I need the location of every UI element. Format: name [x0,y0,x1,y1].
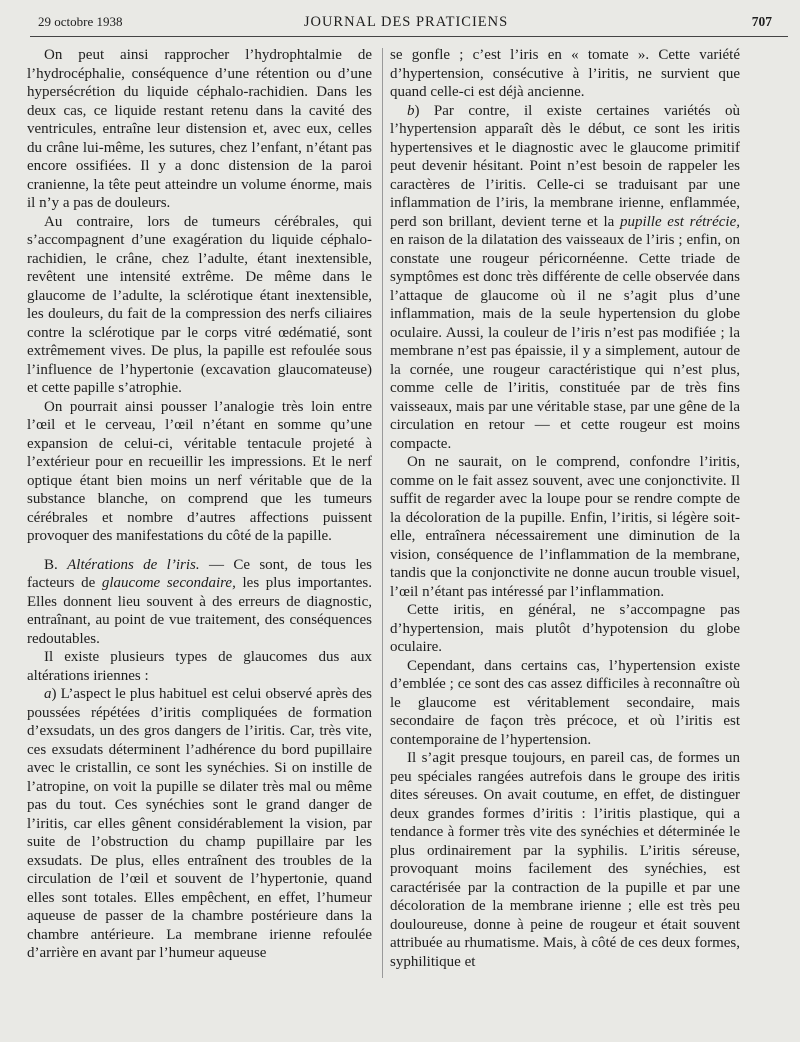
italic-term: pupille est rétrécie, [619,213,741,230]
header-date: 29 octobre 1938 [38,14,123,29]
section-heading: Altérations de l’iris. [67,556,200,573]
left-column [27,46,372,963]
journal-title: JOURNAL DES PRATICIENS [303,14,509,30]
paragraph: On ne saurait, on le comprend, confondre l’iritis, comme on le fait assez souvent, avec une conjonctivite. Il suffit de regarder avec la loupe pour se rendre compte de la décoloration de la pupille. Enfin, l’iritis, si légère soit-elle, entraînera nécessairement une diminution de la vision, conséquence de l’inflammation de la membrane, tandis que la conjonctivite ne donne aucun trouble visuel, l’œil n’étant pas intéressé par l’inflammation. [390,454,740,600]
text-run: les plus importantes. Elles donnent lieu souvent à des erreurs de diagnostic, entraînant, au point de vue traitement, des conséquences redoutables. [27,575,372,647]
running-header [34,14,778,36]
paragraph: On peut ainsi rapprocher l’hydrophtalmie de l’hydrocéphalie, conséquence d’une rétention ou d’une hypersécrétion du liquide céphalo-rachidien. Dans les deux cas, ce liquide restant retenu dans la cavité des ventricules, entraîne leur distension et, avec eux, celles du crâne lui-même, les sutures, chez l’enfant, n’étant pas encore ossifiées. Il y a donc distension de la paroi cranienne, la tête peut atteindre un volume énorme, mais il n’y a pas de douleurs. [27,47,372,211]
paragraph: On pourrait ainsi pousser l’analogie très loin entre l’œil et le cerveau, l’œil n’étant en somme qu’une expansion de celui-ci, véritable tentacule projeté à l’extérieur pour en recueillir les impressions. Et le nerf optique étant bien moins un nerf véritable que de la substance blanche, on comprend que les tumeurs cérébrales et nombre d’autres affections puissent provoquer des manifestations du côté de la papille. [27,398,372,544]
section-paragraph [27,556,372,649]
section-label: B. [44,556,68,573]
list-marker: a [44,686,52,702]
list-marker: b [407,102,415,119]
paragraph: Au contraire, lors de tumeurs cérébrales, qui s’accompagnent d’une exagération du liquide céphalo-rachidien, le crâne, chez l’adulte, étant inextensible, revêtent une intensité extrême. De même dans le glaucome de l’adulte, la sclérotique étant inextensible, les douleurs, du fait de la compression des nerfs ciliaires contre la sclérotique par le corps vitré œdématié, sont extrêmement vives. De plus, la papille est refoulée sous l’influence de l’hypertonie (excavation glaucomateuse) et cette papille s’atrophie. [27,213,372,396]
page-number: 707 [751,14,772,29]
paragraph-continued: se gonfle ; c’est l’iris en « tomate ». Cette variété d’hypertension, consécutive à l’iritis, ne survient que quand celle-ci est déjà ancienne. [390,47,740,100]
right-column [390,46,740,971]
paragraph: Il existe plusieurs types de glaucomes dus aux altérations iriennes : [27,649,372,684]
text-run: ) L’aspect le plus habituel est celui observé après des poussées répétées d’iritis compliquées de formation d’exsudats, un des gros dangers de l’iritis. Car, très vite, ces exsudats déterminent l’adhérence du bord pupillaire avec le cristallin, ce sont les synéchies. Si on instille de l’atropine, on voit la pupille se dilater très mal ou même pas du tout. Ces synéchies sont le grand danger de l’iritis, car elles gênent considérablement la vision, par suite de l’obstruction du champ pupillaire par les exsudats. De plus, elles entraînent des troubles de la circulation de l’œil et souvent de l’hypertonie, quand elles sont totales. Elles empêchent, en effet, l’humeur aqueuse de passer de la chambre postérieure dans la chambre antérieure. La membrane irienne refoulée d’arrière en avant par l’humeur aqueuse [27,686,372,961]
italic-term: glaucome secondaire, [101,575,236,591]
text-run: — Ce sont, de tous les facteurs de [27,556,372,591]
paragraph: Il s’agit presque toujours, en pareil cas, de formes un peu spéciales rangées autrefois dans le groupe des iritis dites séreuses. On avait coutume, en effet, de distinguer deux grandes formes d’iritis : l’iritis plastique, qui a tendance à former très vite des synéchies et déterminée le plus ordinairement par la syphilis. L’iritis séreuse, provoquant moins facilement des synéchies, est caractérisée par la contraction de la pupille et par une décoloration de la membrane irienne ; elle est très peu douloureuse, donne à peine de rougeur et était souvent attribuée au rhumatisme. Mais, à côté de ces deux formes, syphilitique et [390,750,740,970]
paragraph [27,685,372,963]
paragraph: Cette iritis, en général, ne s’accompagne pas d’hypertension, mais plutôt d’hypotension du globe oculaire. [390,602,740,655]
paragraph [390,102,740,454]
text-run: en raison de la dilatation des vaisseaux de l’iris ; enfin, on constate une rougeur péricornéenne. Cette triade de symptômes est donc très différente de celle observée dans l’attaque de glaucome où il ne s’agit plus d’une inflammation, mais de la seule hypertension du globe oculaire. Aussi, la couleur de l’iris n’est pas modifiée ; la membrane n’est pas épaissie, il y a simplement, autour de la cornée, une rougeur caractéristique qui n’est plus, comme celle de l’iritis, constituée par de très fins vaisseaux, mais par une véritable stase, par une gêne de la circulation en retour — et cette rougeur est moins compacte. [390,232,740,452]
column-divider [382,48,383,978]
paragraph: Cependant, dans certains cas, l’hypertension existe d’emblée ; ce sont des cas assez difficiles à reconnaître où le glaucome est véritablement secondaire, mais secondaire de façon très précoce, et où l’iritis est contemporaine de l’hypertension. [390,657,740,748]
text-run: ) Par contre, il existe certaines variétés où l’hypertension apparaît dès le début, ce sont les iritis hypertensives et le diagnostic avec le glaucome primitif peut devenir hésitant. Point n’est besoin de rappeler les caractères de l’iritis. Celle-ci se traduisant par une inflammation de l’iris, la membrane irienne, enflammée, perd son brillant, devient terne et la [390,102,740,230]
header-rule [30,36,788,37]
